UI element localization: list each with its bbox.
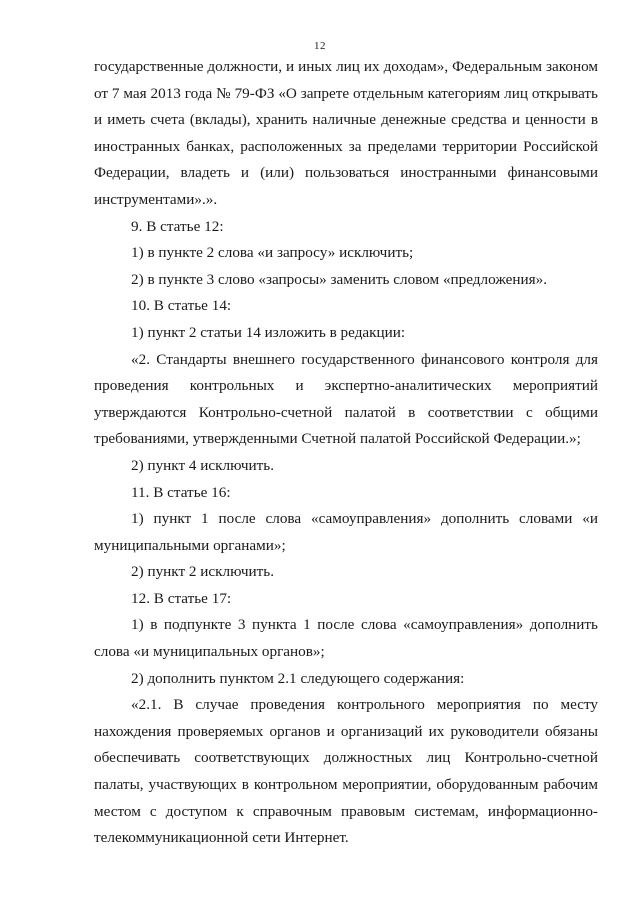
paragraph-6: 1) пункт 2 статьи 14 изложить в редакции: <box>131 323 406 341</box>
paragraph-1: государственные должности, и иных лиц их доходам», Федеральным законом от 7 мая 2013 года № 79-ФЗ «О запрете отдельным категориям лиц открывать и иметь счета (вклады), хранить наличные денежные средства и ценности в иностранных банках, расположенных за пределами территории Российской Федерации, владеть и (или) пользоваться иностранными финансовыми инструментами».». <box>94 58 598 208</box>
paragraph-9: 11. В статье 16: <box>131 483 231 501</box>
paragraph-11: 2) пункт 2 исключить. <box>131 563 275 581</box>
paragraph-10: 1) пункт 1 после слова «самоуправления» дополнить словами «и муниципальными органами»; <box>94 510 598 554</box>
paragraph-3: 1) в пункте 2 слова «и запросу» исключить; <box>131 244 414 262</box>
page-number: 12 <box>314 40 326 52</box>
paragraph-14: 2) дополнить пунктом 2.1 следующего содержания: <box>131 669 465 687</box>
paragraph-7: «2. Стандарты внешнего государственного финансового контроля для проведения контрольных и экспертно-аналитических мероприятий утверждаются Контрольно-счетной палатой в соответствии с общими требованиями, утвержденными Счетной палатой Российской Федерации.»; <box>94 350 598 448</box>
paragraph-13: 1) в подпункте 3 пункта 1 после слова «самоуправления» дополнить слова «и муниципальных органов»; <box>94 616 598 661</box>
paragraph-5: 10. В статье 14: <box>131 297 232 315</box>
paragraph-2: 9. В статье 12: <box>131 217 224 235</box>
paragraph-15: «2.1. В случае проведения контрольного мероприятия по месту нахождения проверяемых органов и организаций их руководители обязаны обеспечивать соответствующих должностных лиц Контрольно-счетной палаты, участвующих в контрольном мероприятии, оборудованным рабочим местом с доступом к справочным правовым системам, информационно-телекоммуникационной сети Интернет. <box>94 696 598 847</box>
document-body <box>94 54 598 852</box>
paragraph-8: 2) пункт 4 исключить. <box>131 456 275 474</box>
paragraph-12: 12. В статье 17: <box>131 589 232 607</box>
paragraph-4: 2) в пункте 3 слово «запросы» заменить словом «предложения». <box>131 270 547 288</box>
